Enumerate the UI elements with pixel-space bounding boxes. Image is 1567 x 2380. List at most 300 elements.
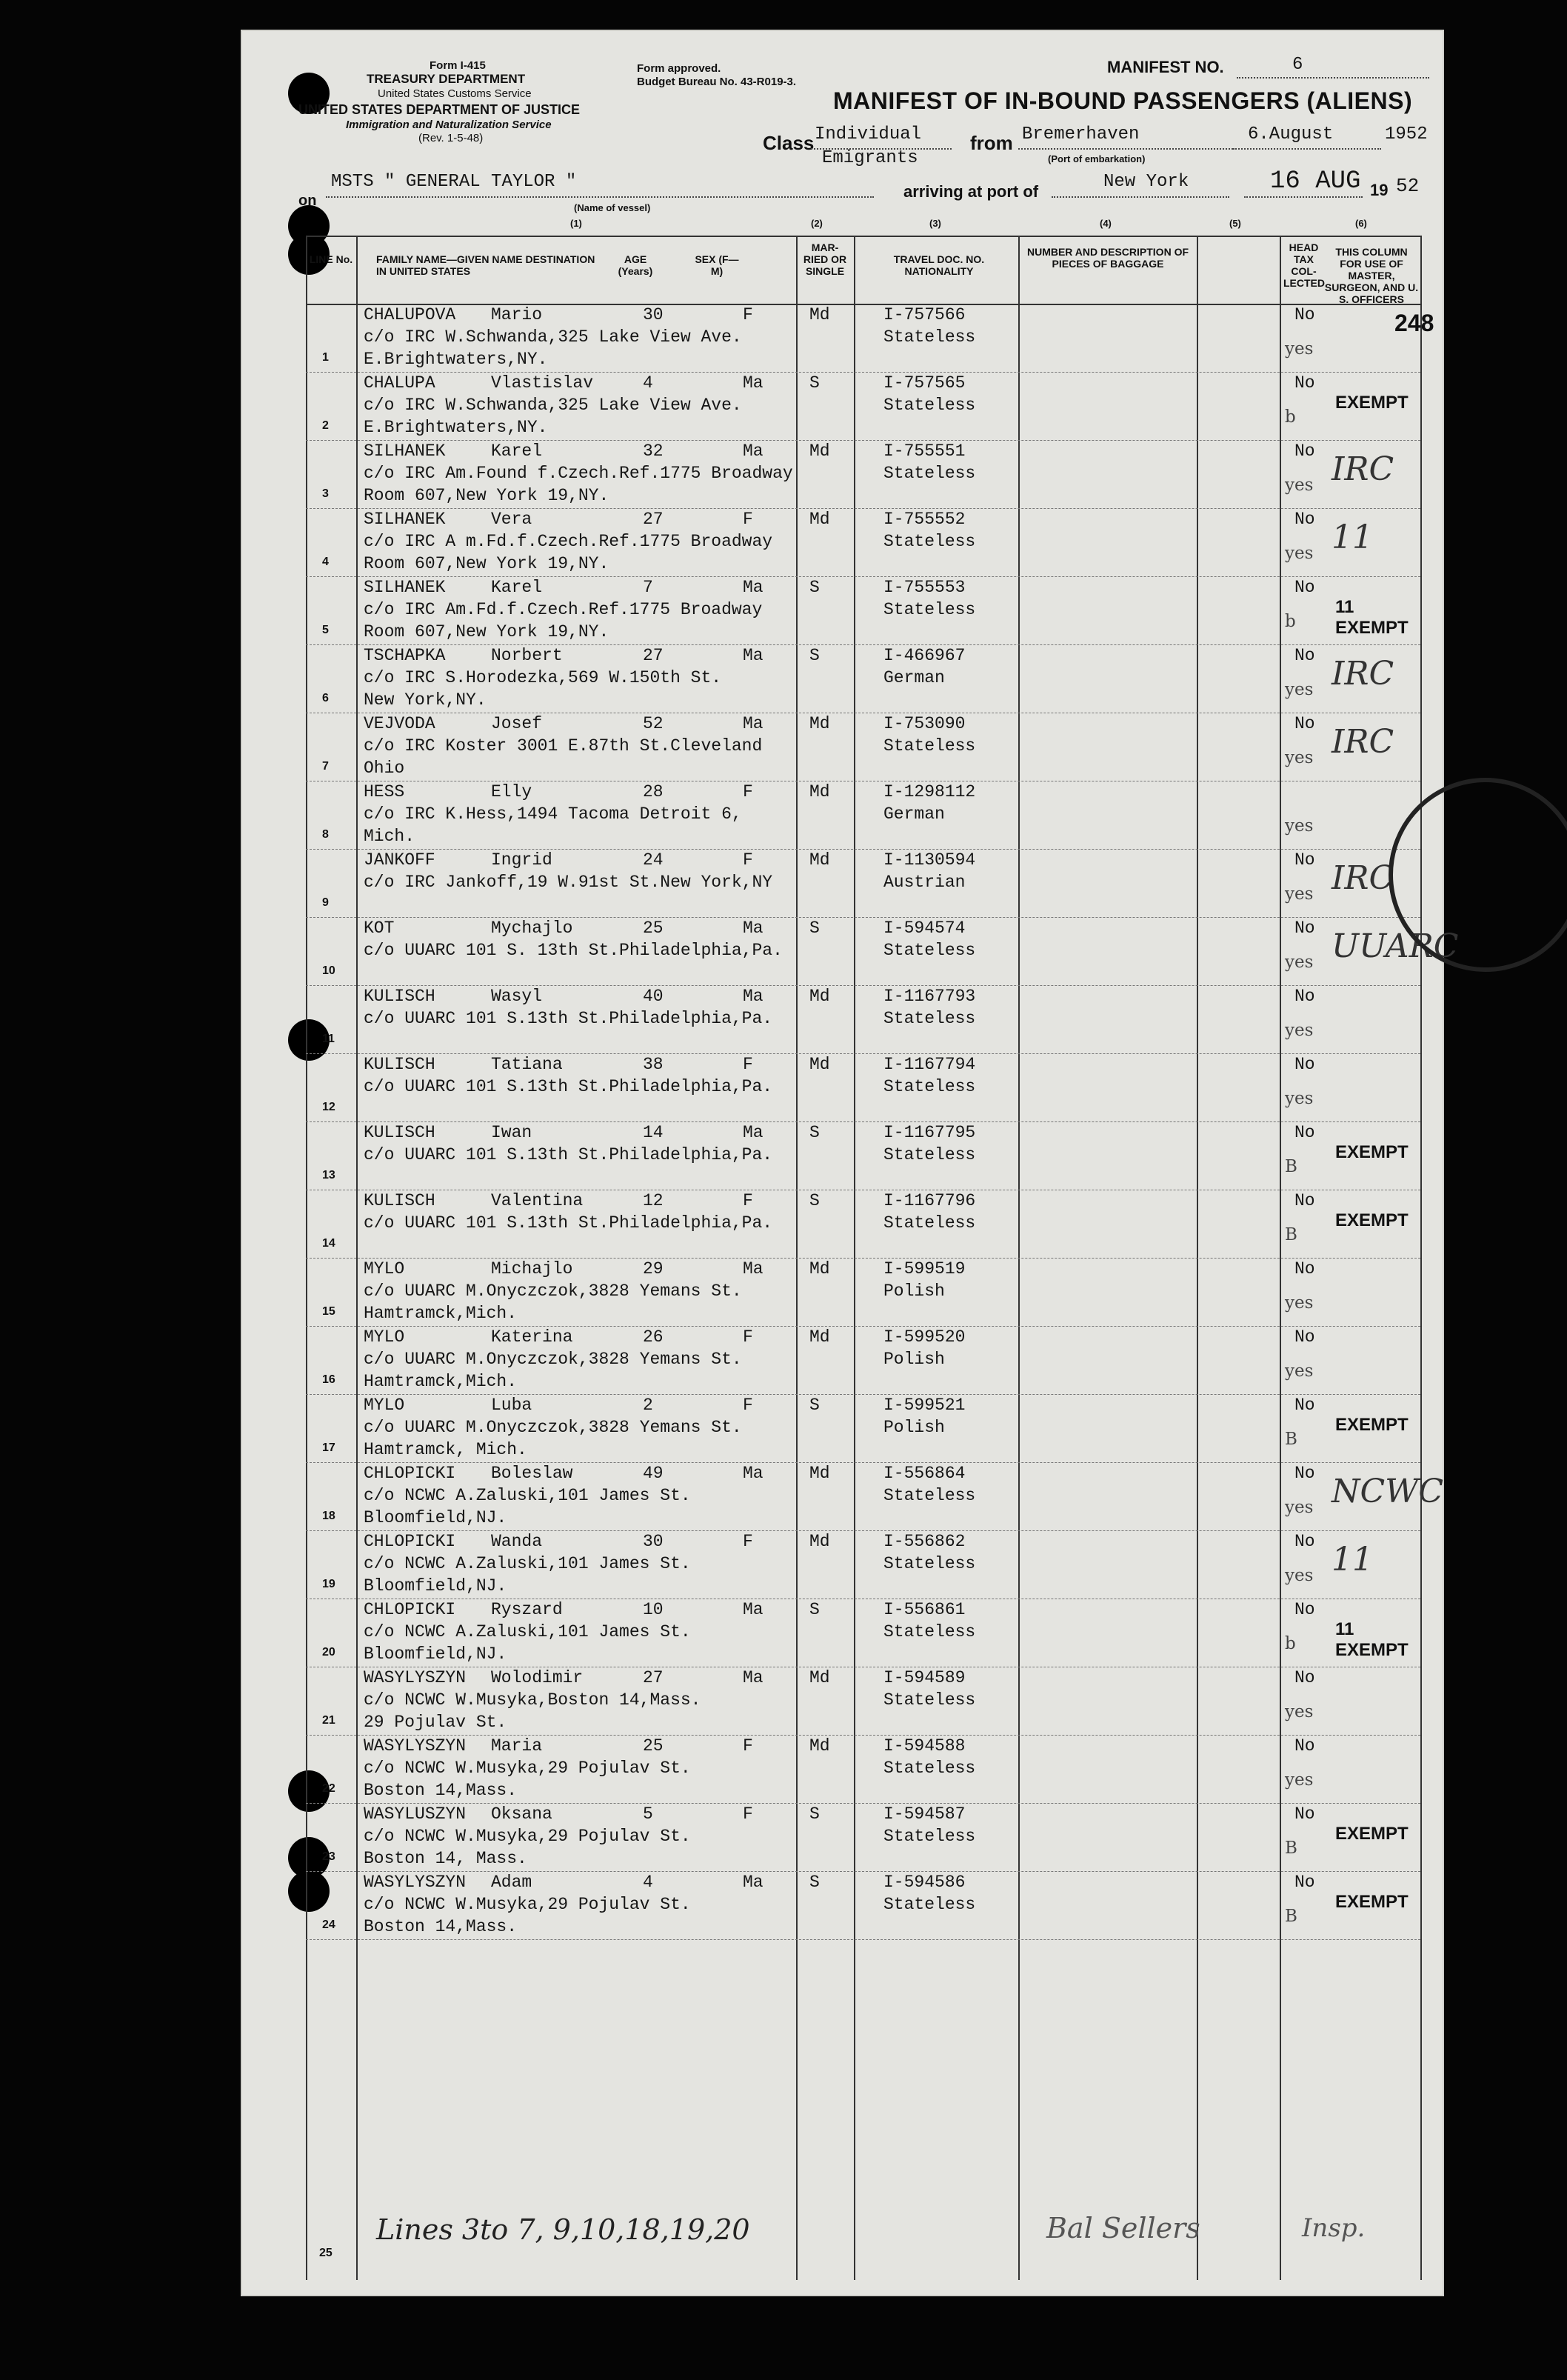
given-name: Wolodimir bbox=[491, 1668, 584, 1687]
given-name: Ingrid bbox=[491, 850, 552, 870]
sex: F bbox=[743, 1055, 753, 1074]
line-number: 19 bbox=[322, 1578, 335, 1590]
family-name: CHALUPA bbox=[364, 373, 435, 393]
given-name: Vera bbox=[491, 510, 532, 529]
family-name: JANKOFF bbox=[364, 850, 435, 870]
sex: Ma bbox=[743, 919, 764, 938]
travel-doc-no: I-599519 bbox=[883, 1259, 966, 1279]
nationality: Polish bbox=[883, 1281, 945, 1301]
head-tax-status: No bbox=[1294, 1600, 1315, 1619]
address-line-1: c/o NCWC W.Musyka,Boston 14,Mass. bbox=[364, 1690, 701, 1710]
col-num-4: (4) bbox=[1100, 218, 1112, 229]
marital-status: S bbox=[809, 578, 820, 597]
table-row bbox=[306, 1871, 1420, 1939]
address-line-1: c/o UUARC M.Onyczczok,3828 Yemans St. bbox=[364, 1350, 742, 1369]
footer-note-words: Bal Sellers bbox=[1046, 2212, 1200, 2244]
nationality: Stateless bbox=[883, 1622, 976, 1641]
marital-status: Md bbox=[809, 441, 830, 461]
head-tax-mark: b bbox=[1285, 407, 1296, 427]
marital-status: Md bbox=[809, 1055, 830, 1074]
head-tax-mark: yes bbox=[1285, 339, 1314, 359]
sex: Ma bbox=[743, 1873, 764, 1892]
address-line-1: c/o UUARC 101 S. 13th St.Philadelphia,Pa. bbox=[364, 941, 783, 960]
officer-note: EXEMPT bbox=[1335, 393, 1409, 413]
family-name: CHLOPICKI bbox=[364, 1600, 456, 1619]
nationality: Austrian bbox=[883, 873, 966, 892]
nationality: Stateless bbox=[883, 736, 976, 756]
col-num-5: (5) bbox=[1229, 218, 1241, 229]
travel-doc-no: I-594587 bbox=[883, 1804, 966, 1824]
age: 4 bbox=[643, 1873, 653, 1892]
address-line-2: New York,NY. bbox=[364, 690, 487, 710]
officer-note: EXEMPT bbox=[1335, 1415, 1409, 1435]
form-rev: (Rev. 1-5-48) bbox=[418, 132, 484, 144]
line-number: 21 bbox=[322, 1714, 335, 1727]
marital-status: S bbox=[809, 373, 820, 393]
age: 27 bbox=[643, 510, 664, 529]
address-line-1: c/o UUARC 101 S.13th St.Philadelphia,Pa. bbox=[364, 1009, 773, 1028]
given-name: Karel bbox=[491, 578, 543, 597]
head-tax-status: No bbox=[1294, 1123, 1315, 1142]
line-number: 23 bbox=[322, 1850, 335, 1863]
manifest-title: MANIFEST OF IN-BOUND PASSENGERS (ALIENS) bbox=[833, 87, 1413, 114]
address-line-2: Bloomfield,NJ. bbox=[364, 1508, 507, 1527]
depart-date-line bbox=[1233, 148, 1381, 150]
manifest-no-line bbox=[1237, 77, 1429, 79]
marital-status: Md bbox=[809, 1532, 830, 1551]
age: 14 bbox=[643, 1123, 664, 1142]
line-number: 14 bbox=[322, 1237, 335, 1250]
nationality: Stateless bbox=[883, 532, 976, 551]
nationality: Stateless bbox=[883, 1827, 976, 1846]
sex: F bbox=[743, 510, 753, 529]
travel-doc-no: I-599520 bbox=[883, 1327, 966, 1347]
sex: F bbox=[743, 850, 753, 870]
sex: Ma bbox=[743, 1464, 764, 1483]
given-name: Wasyl bbox=[491, 987, 543, 1006]
given-name: Valentina bbox=[491, 1191, 584, 1210]
marital-status: Md bbox=[809, 850, 830, 870]
given-name: Luba bbox=[491, 1396, 532, 1415]
table-row bbox=[306, 576, 1420, 644]
arrival-port: New York bbox=[1103, 172, 1189, 192]
arriving-label: arriving at port of bbox=[903, 182, 1039, 201]
nationality: Stateless bbox=[883, 1895, 976, 1914]
marital-status: S bbox=[809, 1396, 820, 1415]
line-number: 20 bbox=[322, 1646, 335, 1659]
family-name: CHLOPICKI bbox=[364, 1532, 456, 1551]
family-name: MYLO bbox=[364, 1396, 405, 1415]
line-number: 17 bbox=[322, 1441, 335, 1454]
manifest-table bbox=[306, 236, 1459, 2280]
footer-line-number: 25 bbox=[319, 2247, 333, 2259]
address-line-1: c/o NCWC A.Zaluski,101 James St. bbox=[364, 1622, 691, 1641]
address-line-1: c/o IRC K.Hess,1494 Tacoma Detroit 6, bbox=[364, 804, 742, 824]
officer-note: IRC bbox=[1332, 655, 1394, 693]
travel-doc-no: I-466967 bbox=[883, 646, 966, 665]
nationality: German bbox=[883, 804, 945, 824]
address-line-1: c/o NCWC W.Musyka,29 Pojulav St. bbox=[364, 1827, 691, 1846]
family-name: WASYLYSZYN bbox=[364, 1736, 467, 1756]
table-row bbox=[306, 1803, 1420, 1871]
age: 40 bbox=[643, 987, 664, 1006]
given-name: Maria bbox=[491, 1736, 543, 1756]
line-number: 16 bbox=[322, 1373, 335, 1386]
head-tax-status: No bbox=[1294, 1736, 1315, 1756]
col-travel-doc: TRAVEL DOC. NO. NATIONALITY bbox=[893, 253, 985, 277]
head-tax-status: No bbox=[1294, 1396, 1315, 1415]
address-line-2: Ohio bbox=[364, 759, 405, 778]
travel-doc-no: I-1167796 bbox=[883, 1191, 976, 1210]
travel-doc-no: I-1167794 bbox=[883, 1055, 976, 1074]
line-number: 15 bbox=[322, 1305, 335, 1318]
family-name: SILHANEK bbox=[364, 510, 446, 529]
sex: F bbox=[743, 1191, 753, 1210]
sex: F bbox=[743, 305, 753, 324]
nationality: Polish bbox=[883, 1418, 945, 1437]
address-line-1: c/o IRC Am.Found f.Czech.Ref.1775 Broadway bbox=[364, 464, 793, 483]
line-number: 1 bbox=[322, 351, 329, 364]
family-name: TSCHAPKA bbox=[364, 646, 446, 665]
head-tax-status: No bbox=[1294, 441, 1315, 461]
address-line-2: Hamtramck,Mich. bbox=[364, 1372, 518, 1391]
nationality: Stateless bbox=[883, 1009, 976, 1028]
sex: F bbox=[743, 1396, 753, 1415]
officer-note: IRC bbox=[1332, 450, 1394, 488]
address-line-1: c/o NCWC W.Musyka,29 Pojulav St. bbox=[364, 1895, 691, 1914]
nationality: Polish bbox=[883, 1350, 945, 1369]
immigration-service: Immigration and Naturalization Service bbox=[346, 119, 552, 131]
port-caption: (Port of embarkation) bbox=[1048, 153, 1146, 164]
age: 25 bbox=[643, 919, 664, 938]
given-name: Mario bbox=[491, 305, 543, 324]
given-name: Karel bbox=[491, 441, 543, 461]
marital-status: S bbox=[809, 1600, 820, 1619]
manifest-sheet bbox=[241, 30, 1459, 2296]
head-tax-mark: B bbox=[1285, 1907, 1297, 1926]
address-line-2: Room 607,New York 19,NY. bbox=[364, 486, 609, 505]
age: 30 bbox=[643, 1532, 664, 1551]
table-row bbox=[306, 713, 1420, 781]
address-line-2: 29 Pojulav St. bbox=[364, 1713, 507, 1732]
given-name: Michajlo bbox=[491, 1259, 573, 1279]
family-name: WASYLUSZYN bbox=[364, 1804, 467, 1824]
travel-doc-no: I-599521 bbox=[883, 1396, 966, 1415]
sex: F bbox=[743, 782, 753, 801]
col-officers: THIS COLUMN FOR USE OF MASTER, SURGEON, AND U. S. OFFICERS bbox=[1324, 246, 1419, 305]
marital-status: Md bbox=[809, 1464, 830, 1483]
family-name: CHALUPOVA bbox=[364, 305, 456, 324]
head-tax-status: No bbox=[1294, 1532, 1315, 1551]
address-line-1: c/o UUARC 101 S.13th St.Philadelphia,Pa. bbox=[364, 1077, 773, 1096]
table-row bbox=[306, 1735, 1420, 1803]
given-name: Elly bbox=[491, 782, 532, 801]
col-head-tax: HEAD TAX COL- LECTED bbox=[1283, 241, 1325, 289]
nationality: Stateless bbox=[883, 1554, 976, 1573]
year-prefix: 19 bbox=[1370, 181, 1389, 199]
nationality: Stateless bbox=[883, 1145, 976, 1164]
officer-note: IRC bbox=[1332, 859, 1394, 897]
address-line-1: c/o NCWC W.Musyka,29 Pojulav St. bbox=[364, 1759, 691, 1778]
line-number: 10 bbox=[322, 964, 335, 977]
class-value-1: Individual bbox=[815, 124, 922, 144]
head-tax-status: No bbox=[1294, 305, 1315, 324]
head-tax-status: No bbox=[1294, 373, 1315, 393]
table-row bbox=[306, 1394, 1420, 1462]
sex: Ma bbox=[743, 373, 764, 393]
family-name: KULISCH bbox=[364, 1123, 435, 1142]
sex: Ma bbox=[743, 578, 764, 597]
head-tax-mark: yes bbox=[1285, 544, 1314, 563]
nationality: Stateless bbox=[883, 1759, 976, 1778]
travel-doc-no: I-1130594 bbox=[883, 850, 976, 870]
travel-doc-no: I-753090 bbox=[883, 714, 966, 733]
marital-status: Md bbox=[809, 714, 830, 733]
nationality: Stateless bbox=[883, 941, 976, 960]
address-line-1: c/o IRC A m.Fd.f.Czech.Ref.1775 Broadway bbox=[364, 532, 773, 551]
officer-note: NCWC bbox=[1332, 1473, 1444, 1510]
table-row bbox=[306, 1530, 1420, 1599]
given-name: Adam bbox=[491, 1873, 532, 1892]
officer-note: EXEMPT bbox=[1335, 1824, 1409, 1844]
head-tax-mark: yes bbox=[1285, 476, 1314, 495]
class-label: Class bbox=[763, 132, 815, 154]
head-tax-status: No bbox=[1294, 510, 1315, 529]
marital-status: Md bbox=[809, 510, 830, 529]
travel-doc-no: I-1298112 bbox=[883, 782, 976, 801]
nationality: Stateless bbox=[883, 1213, 976, 1233]
table-row bbox=[306, 304, 1434, 372]
age: 12 bbox=[643, 1191, 664, 1210]
arrival-year: 52 bbox=[1396, 175, 1420, 197]
given-name: Norbert bbox=[491, 646, 563, 665]
form-approved: Form approved. bbox=[637, 62, 721, 75]
head-tax-mark: B bbox=[1285, 1839, 1297, 1858]
given-name: Katerina bbox=[491, 1327, 573, 1347]
family-name: KULISCH bbox=[364, 987, 435, 1006]
line-number: 5 bbox=[322, 624, 329, 636]
sex: F bbox=[743, 1804, 753, 1824]
footer-lines-note: Lines 3to 7, 9,10,18,19,20 bbox=[376, 2213, 750, 2246]
given-name: Wanda bbox=[491, 1532, 543, 1551]
head-tax-status: No bbox=[1294, 1327, 1315, 1347]
family-name: KULISCH bbox=[364, 1055, 435, 1074]
age: 52 bbox=[643, 714, 664, 733]
marital-status: S bbox=[809, 646, 820, 665]
travel-doc-no: I-1167795 bbox=[883, 1123, 976, 1142]
head-tax-mark: yes bbox=[1285, 1293, 1314, 1313]
officer-note: EXEMPT bbox=[1335, 1892, 1409, 1912]
line-number: 9 bbox=[322, 896, 329, 909]
col-married: MAR- RIED OR SINGLE bbox=[803, 241, 847, 277]
arrival-date-line bbox=[1244, 196, 1363, 198]
travel-doc-no: I-755553 bbox=[883, 578, 966, 597]
family-name: CHLOPICKI bbox=[364, 1464, 456, 1483]
table-row bbox=[306, 917, 1459, 985]
travel-doc-no: I-1167793 bbox=[883, 987, 976, 1006]
officer-note: 11 EXEMPT bbox=[1335, 1619, 1409, 1660]
from-port: Bremerhaven bbox=[1022, 124, 1140, 144]
family-name: MYLO bbox=[364, 1327, 405, 1347]
officer-note: EXEMPT bbox=[1335, 1210, 1409, 1230]
col-age: AGE (Years) bbox=[618, 253, 653, 277]
given-name: Vlastislav bbox=[491, 373, 594, 393]
col-line-no: LINE No. bbox=[309, 253, 353, 265]
table-row bbox=[306, 440, 1420, 508]
address-line-2: Hamtramck,Mich. bbox=[364, 1304, 518, 1323]
depart-date: 6.August bbox=[1248, 124, 1334, 144]
address-line-1: c/o UUARC 101 S.13th St.Philadelphia,Pa. bbox=[364, 1145, 773, 1164]
head-tax-mark: yes bbox=[1285, 1089, 1314, 1108]
sex: Ma bbox=[743, 714, 764, 733]
head-tax-status: No bbox=[1294, 1464, 1315, 1483]
given-name: Boleslaw bbox=[491, 1464, 573, 1483]
officer-note: 248 bbox=[1394, 310, 1434, 336]
class-value-2: Emigrants bbox=[822, 148, 918, 168]
age: 4 bbox=[643, 373, 653, 393]
address-line-1: c/o UUARC 101 S.13th St.Philadelphia,Pa. bbox=[364, 1213, 773, 1233]
given-name: Oksana bbox=[491, 1804, 552, 1824]
travel-doc-no: I-594588 bbox=[883, 1736, 966, 1756]
head-tax-status: No bbox=[1294, 919, 1315, 938]
address-line-1: c/o UUARC M.Onyczczok,3828 Yemans St. bbox=[364, 1418, 742, 1437]
line-number: 8 bbox=[322, 828, 329, 841]
head-tax-mark: B bbox=[1285, 1225, 1297, 1244]
age: 25 bbox=[643, 1736, 664, 1756]
address-line-2: Hamtramck, Mich. bbox=[364, 1440, 527, 1459]
line-number: 4 bbox=[322, 556, 329, 568]
from-line bbox=[1018, 148, 1233, 150]
line-number: 2 bbox=[322, 419, 329, 432]
marital-status: S bbox=[809, 919, 820, 938]
sex: Ma bbox=[743, 1259, 764, 1279]
address-line-2: Boston 14,Mass. bbox=[364, 1917, 518, 1936]
marital-status: S bbox=[809, 1123, 820, 1142]
table-row bbox=[306, 781, 1420, 849]
travel-doc-no: I-556861 bbox=[883, 1600, 966, 1619]
age: 32 bbox=[643, 441, 664, 461]
address-line-1: c/o IRC Am.Fd.f.Czech.Ref.1775 Broadway bbox=[364, 600, 763, 619]
address-line-2: Boston 14,Mass. bbox=[364, 1781, 518, 1800]
table-row bbox=[306, 1258, 1420, 1326]
line-number: 7 bbox=[322, 760, 329, 773]
head-tax-mark: yes bbox=[1285, 1498, 1314, 1517]
nationality: Stateless bbox=[883, 1690, 976, 1710]
age: 26 bbox=[643, 1327, 664, 1347]
vessel-line bbox=[326, 196, 874, 198]
marital-status: Md bbox=[809, 782, 830, 801]
age: 49 bbox=[643, 1464, 664, 1483]
col-sex: SEX (F—M) bbox=[695, 253, 739, 277]
sex: Ma bbox=[743, 1600, 764, 1619]
head-tax-status: No bbox=[1294, 850, 1315, 870]
head-tax-mark: yes bbox=[1285, 953, 1314, 972]
vessel-caption: (Name of vessel) bbox=[574, 202, 651, 213]
from-label: from bbox=[970, 132, 1013, 154]
address-line-2: Room 607,New York 19,NY. bbox=[364, 554, 609, 573]
address-line-1: c/o IRC S.Horodezka,569 W.150th St. bbox=[364, 668, 722, 687]
on-label: on bbox=[298, 193, 317, 209]
travel-doc-no: I-757565 bbox=[883, 373, 966, 393]
nationality: Stateless bbox=[883, 1486, 976, 1505]
travel-doc-no: I-594589 bbox=[883, 1668, 966, 1687]
manifest-no-value: 6 bbox=[1292, 55, 1303, 75]
family-name: WASYLYSZYN bbox=[364, 1873, 467, 1892]
officer-note: 11 bbox=[1332, 519, 1373, 556]
address-line-1: c/o IRC Jankoff,19 W.91st St.New York,NY bbox=[364, 873, 773, 892]
head-tax-mark: yes bbox=[1285, 1770, 1314, 1790]
nationality: Stateless bbox=[883, 327, 976, 347]
sex: Ma bbox=[743, 1668, 764, 1687]
sex: Ma bbox=[743, 1123, 764, 1142]
officer-note: EXEMPT bbox=[1335, 1142, 1409, 1162]
line-number: 11 bbox=[322, 1033, 335, 1045]
nationality: Stateless bbox=[883, 464, 976, 483]
marital-status: S bbox=[809, 1804, 820, 1824]
head-tax-mark: b bbox=[1285, 1634, 1296, 1653]
arrival-port-line bbox=[1052, 196, 1229, 198]
sex: Ma bbox=[743, 987, 764, 1006]
address-line-2: Boston 14, Mass. bbox=[364, 1849, 527, 1868]
table-row bbox=[306, 849, 1420, 917]
head-tax-mark: yes bbox=[1285, 1361, 1314, 1381]
age: 28 bbox=[643, 782, 664, 801]
table-row bbox=[306, 508, 1420, 576]
sex: Ma bbox=[743, 441, 764, 461]
dept-justice: UNITED STATES DEPARTMENT OF JUSTICE bbox=[298, 102, 581, 117]
given-name: Mychajlo bbox=[491, 919, 573, 938]
marital-status: Md bbox=[809, 1736, 830, 1756]
age: 27 bbox=[643, 1668, 664, 1687]
marital-status: Md bbox=[809, 1327, 830, 1347]
head-tax-status: No bbox=[1294, 578, 1315, 597]
family-name: VEJVODA bbox=[364, 714, 435, 733]
officer-note: IRC bbox=[1332, 723, 1394, 761]
travel-doc-no: I-594574 bbox=[883, 919, 966, 938]
officer-note: UUARC bbox=[1332, 927, 1459, 965]
age: 27 bbox=[643, 646, 664, 665]
address-line-1: c/o IRC W.Schwanda,325 Lake View Ave. bbox=[364, 396, 742, 415]
table-row bbox=[306, 1667, 1420, 1735]
col-name: FAMILY NAME—GIVEN NAME DESTINATION IN UNITED STATES bbox=[376, 253, 595, 277]
travel-doc-no: I-757566 bbox=[883, 305, 966, 324]
marital-status: S bbox=[809, 1873, 820, 1892]
family-name: SILHANEK bbox=[364, 441, 446, 461]
line-number: 3 bbox=[322, 487, 329, 500]
age: 24 bbox=[643, 850, 664, 870]
address-line-1: c/o NCWC A.Zaluski,101 James St. bbox=[364, 1486, 691, 1505]
address-line-1: c/o NCWC A.Zaluski,101 James St. bbox=[364, 1554, 691, 1573]
sex: F bbox=[743, 1736, 753, 1756]
head-tax-status: No bbox=[1294, 987, 1315, 1006]
col-num-6: (6) bbox=[1355, 218, 1367, 229]
family-name: HESS bbox=[364, 782, 405, 801]
age: 30 bbox=[643, 305, 664, 324]
head-tax-mark: yes bbox=[1285, 1021, 1314, 1040]
family-name: WASYLYSZYN bbox=[364, 1668, 467, 1687]
table-row bbox=[306, 1121, 1420, 1190]
head-tax-mark: B bbox=[1285, 1157, 1297, 1176]
marital-status: Md bbox=[809, 1259, 830, 1279]
nationality: German bbox=[883, 668, 945, 687]
head-tax-status: No bbox=[1294, 714, 1315, 733]
address-line-2: Room 607,New York 19,NY. bbox=[364, 622, 609, 641]
head-tax-mark: yes bbox=[1285, 884, 1314, 904]
head-tax-status: No bbox=[1294, 1191, 1315, 1210]
head-tax-mark: yes bbox=[1285, 816, 1314, 836]
age: 10 bbox=[643, 1600, 664, 1619]
treasury-dept: TREASURY DEPARTMENT bbox=[367, 72, 526, 86]
